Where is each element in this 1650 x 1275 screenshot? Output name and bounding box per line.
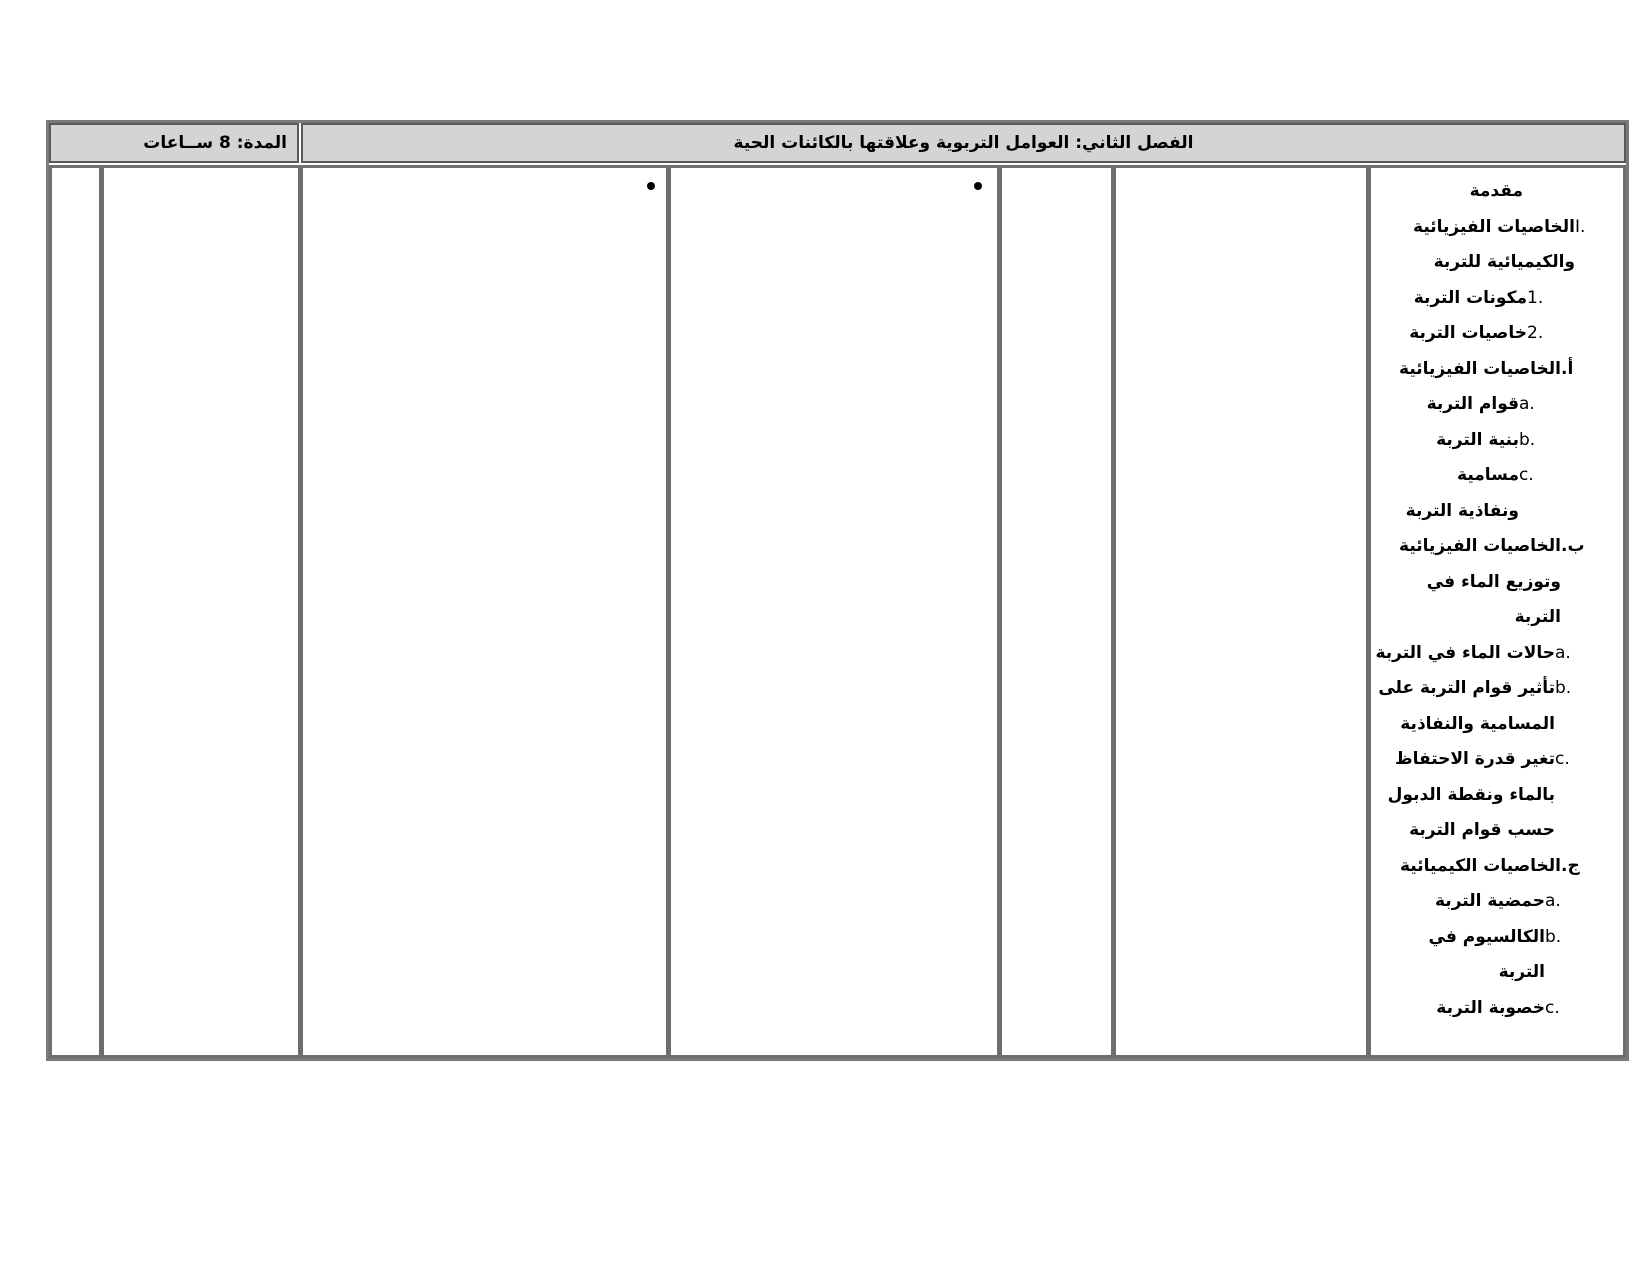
outline-ba-a	[1353, 636, 1603, 672]
outline-alif-b	[1353, 423, 1603, 459]
column-notes	[49, 165, 102, 1058]
column-time	[999, 165, 1114, 1058]
outline-ba-c	[1353, 742, 1603, 778]
duration-cell	[49, 123, 299, 163]
duration-label: المدة: 8 ســاعات	[143, 133, 287, 153]
outline-alif-c-continued	[1353, 494, 1603, 530]
column-content-outline	[1368, 165, 1626, 1058]
outline-text: مكونات التربة	[1413, 287, 1527, 308]
outline-text: التربة	[1514, 607, 1561, 627]
outline-marker: a.	[1555, 642, 1571, 663]
chapter-title: الفصل الثاني: العوامل التربوية وعلاقتها بالكائنات الحية	[733, 133, 1194, 153]
column-objectives	[668, 165, 1000, 1058]
bullet-marker	[647, 182, 655, 190]
outline-text: مقدمة	[1469, 181, 1523, 201]
content-outline	[1353, 174, 1603, 1026]
outline-marker: a.	[1545, 891, 1561, 911]
outline-text: مسامية	[1457, 465, 1519, 485]
outline-text: الخاصيات الكيميائية	[1400, 855, 1561, 876]
outline-text: حسب قوام التربة	[1409, 820, 1555, 840]
outline-marker: 1.	[1527, 287, 1544, 308]
outline-jim-a	[1353, 884, 1603, 920]
outline-alif-c	[1353, 458, 1603, 494]
column-evaluation	[101, 165, 301, 1058]
outline-item-I-continued	[1353, 245, 1603, 281]
column-activities	[300, 165, 669, 1058]
outline-item-1	[1353, 281, 1603, 317]
bullet-marker	[974, 182, 982, 190]
outline-text: وتوزيع الماء في	[1426, 571, 1561, 592]
outline-marker: أ.	[1561, 358, 1574, 379]
outline-text: قوام التربة	[1426, 394, 1519, 414]
outline-text: ونفاذية التربة	[1405, 500, 1519, 521]
outline-marker: ب.	[1561, 536, 1585, 556]
outline-ba-c-continued	[1353, 778, 1603, 814]
outline-item-alif	[1353, 352, 1603, 388]
outline-ba-b-continued	[1353, 707, 1603, 743]
outline-text: تأثير قوام التربة على	[1378, 678, 1555, 698]
outline-marker: a.	[1519, 394, 1535, 414]
column-resources	[1113, 165, 1369, 1058]
outline-item-ba-continued	[1353, 600, 1603, 636]
outline-marker: b.	[1519, 429, 1536, 450]
outline-text: تغير قدرة الاحتفاظ	[1394, 749, 1555, 769]
outline-text: خصوبة التربة	[1436, 997, 1545, 1018]
outline-text: الخاصيات الفيزيائية	[1399, 536, 1561, 556]
outline-text: والكيميائية للتربة	[1433, 252, 1575, 272]
outline-text: التربة	[1498, 962, 1545, 982]
outline-text: بنية التربة	[1436, 429, 1519, 450]
outline-marker: c.	[1519, 465, 1534, 485]
outline-intro	[1353, 174, 1603, 210]
outline-text: الخاصيات الفيزيائية	[1399, 358, 1561, 379]
outline-text: بالماء ونقطة الدبول	[1387, 784, 1555, 805]
outline-ba-b	[1353, 671, 1603, 707]
outline-marker: b.	[1545, 926, 1562, 947]
outline-text: حمضية التربة	[1435, 891, 1545, 911]
outline-text: خاصيات التربة	[1409, 323, 1527, 343]
outline-item-jim	[1353, 849, 1603, 885]
outline-jim-b	[1353, 920, 1603, 956]
outline-marker: ج.	[1561, 855, 1580, 876]
outline-item-ba-continued	[1353, 565, 1603, 601]
outline-marker: c.	[1555, 749, 1570, 769]
outline-ba-c-continued	[1353, 813, 1603, 849]
outline-alif-a	[1353, 387, 1603, 423]
chapter-title-cell	[301, 123, 1626, 163]
outline-text: الخاصيات الفيزيائية	[1413, 216, 1575, 237]
outline-item-ba	[1353, 529, 1603, 565]
outline-text: الكالسيوم في	[1428, 926, 1545, 947]
outline-marker: 2.	[1527, 323, 1544, 343]
lesson-plan-table	[46, 120, 1629, 1061]
outline-text: المسامية والنفاذية	[1400, 713, 1555, 734]
outline-text: حالات الماء في التربة	[1375, 642, 1555, 663]
outline-marker: I.	[1575, 216, 1586, 237]
outline-marker: c.	[1545, 997, 1560, 1018]
outline-item-I	[1353, 210, 1603, 246]
outline-jim-c	[1353, 991, 1603, 1027]
outline-marker: b.	[1555, 678, 1572, 698]
outline-jim-b-continued	[1353, 955, 1603, 991]
table-header-row	[49, 123, 1626, 163]
outline-item-2	[1353, 316, 1603, 352]
